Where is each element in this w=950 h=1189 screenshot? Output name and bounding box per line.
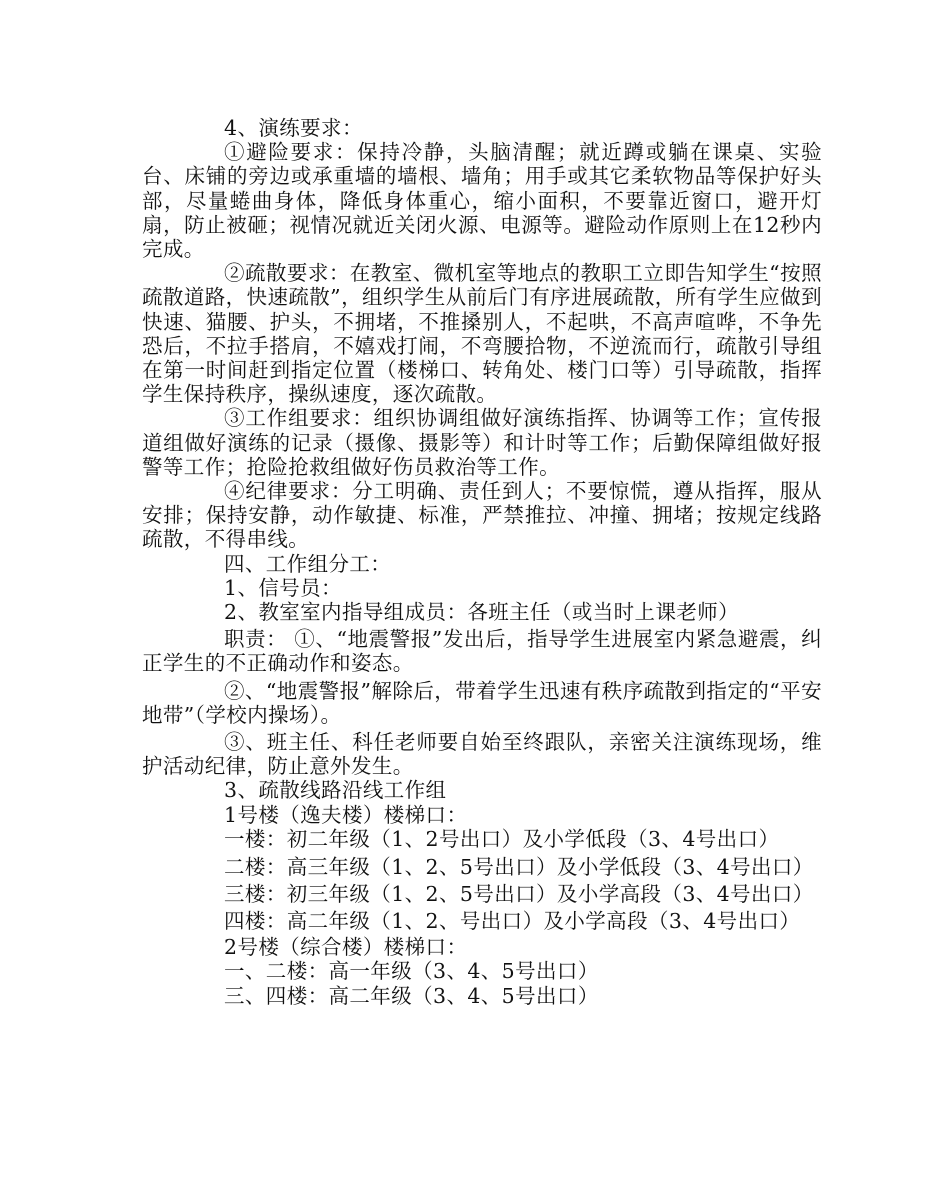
document-page — [142, 116, 822, 1008]
building2-floor-2: 三、四楼：高二年级（3、4、5号出口） — [224, 983, 599, 1008]
requirement-avoid-danger: ①避险要求：保持冷静，头脑清醒；就近蹲或躺在课桌、实验台、床铺的旁边或承重墙的墙根、墙角；用手或其它柔软物品等保护好头部，尽量蜷曲身体，降低身体重心，缩小面积，不要靠近窗口，避开灯扇，防止被砸；视情况就近关闭火源、电源等。避险动作原则上在12秒内完成。 — [142, 140, 822, 262]
building1-title: 1号楼（逸夫楼）楼梯口： — [224, 802, 468, 827]
duty-item-3: ③、班主任、科任老师要自始至终跟队，亲密关注演练现场，维护活动纪律，防止意外发生。 — [142, 730, 822, 779]
building2-title: 2号楼（综合楼）楼梯口： — [224, 935, 468, 960]
requirement-evacuation: ②疏散要求：在教室、微机室等地点的教职工立即告知学生“按照疏散道路，快速疏散”，组织学生从前后门有序进展疏散，所有学生应做到快速、猫腰、护头，不拥堵，不推搡别人，不起哄，不高声喧哗，不争先恐后，不拉手搭肩，不嬉戏打闹，不弯腰拾物，不逆流而行，疏散引导组在第一时间赶到指定位置（楼梯口、转角处、楼门口等）引导疏散，指挥学生保持秩序，操纵速度，逐次疏散。 — [142, 261, 822, 407]
building1-floor-4: 四楼：高二年级（1、2、号出口）及小学高段（3、4号出口） — [224, 909, 801, 934]
route-group-line: 3、疏散线路沿线工作组 — [224, 778, 447, 803]
signaler-line: 1、信号员： — [224, 575, 342, 600]
indoor-guide-line: 2、教室室内指导组成员：各班主任（或当时上课老师） — [224, 600, 740, 625]
building2-floor-1: 一、二楼：高一年级（3、4、5号出口） — [224, 959, 599, 984]
work-groups-heading: 四、工作组分工： — [224, 551, 392, 576]
requirement-work-groups: ③工作组要求：组织协调组做好演练指挥、协调等工作；宣传报道组做好演练的记录（摄像、摄影等）和计时等工作；后勤保障组做好报警等工作；抢险抢救组做好伤员救治等工作。 — [142, 406, 822, 479]
building1-floor-2: 二楼：高三年级（1、2、5号出口）及小学低段（3、4号出口） — [224, 855, 814, 880]
building1-floor-3: 三楼：初三年级（1、2、5号出口）及小学高段（3、4号出口） — [224, 882, 814, 907]
building1-floor-1: 一楼：初二年级（1、2号出口）及小学低段（3、4号出口） — [224, 826, 780, 851]
duty-item-2: ②、“地震警报”解除后，带着学生迅速有秩序疏散到指定的“平安地带”（学校内操场）。 — [142, 678, 822, 727]
requirement-discipline: ④纪律要求：分工明确、责任到人；不要惊慌，遵从指挥，服从安排；保持安静，动作敏捷、标准，严禁推拉、冲撞、拥堵；按规定线路疏散，不得串线。 — [142, 479, 822, 552]
duty-item-1: 职责： ①、“地震警报”发出后，指导学生进展室内紧急避震，纠正学生的不正确动作和姿态。 — [142, 627, 822, 676]
drill-requirements-heading: 4、演练要求： — [224, 116, 363, 140]
